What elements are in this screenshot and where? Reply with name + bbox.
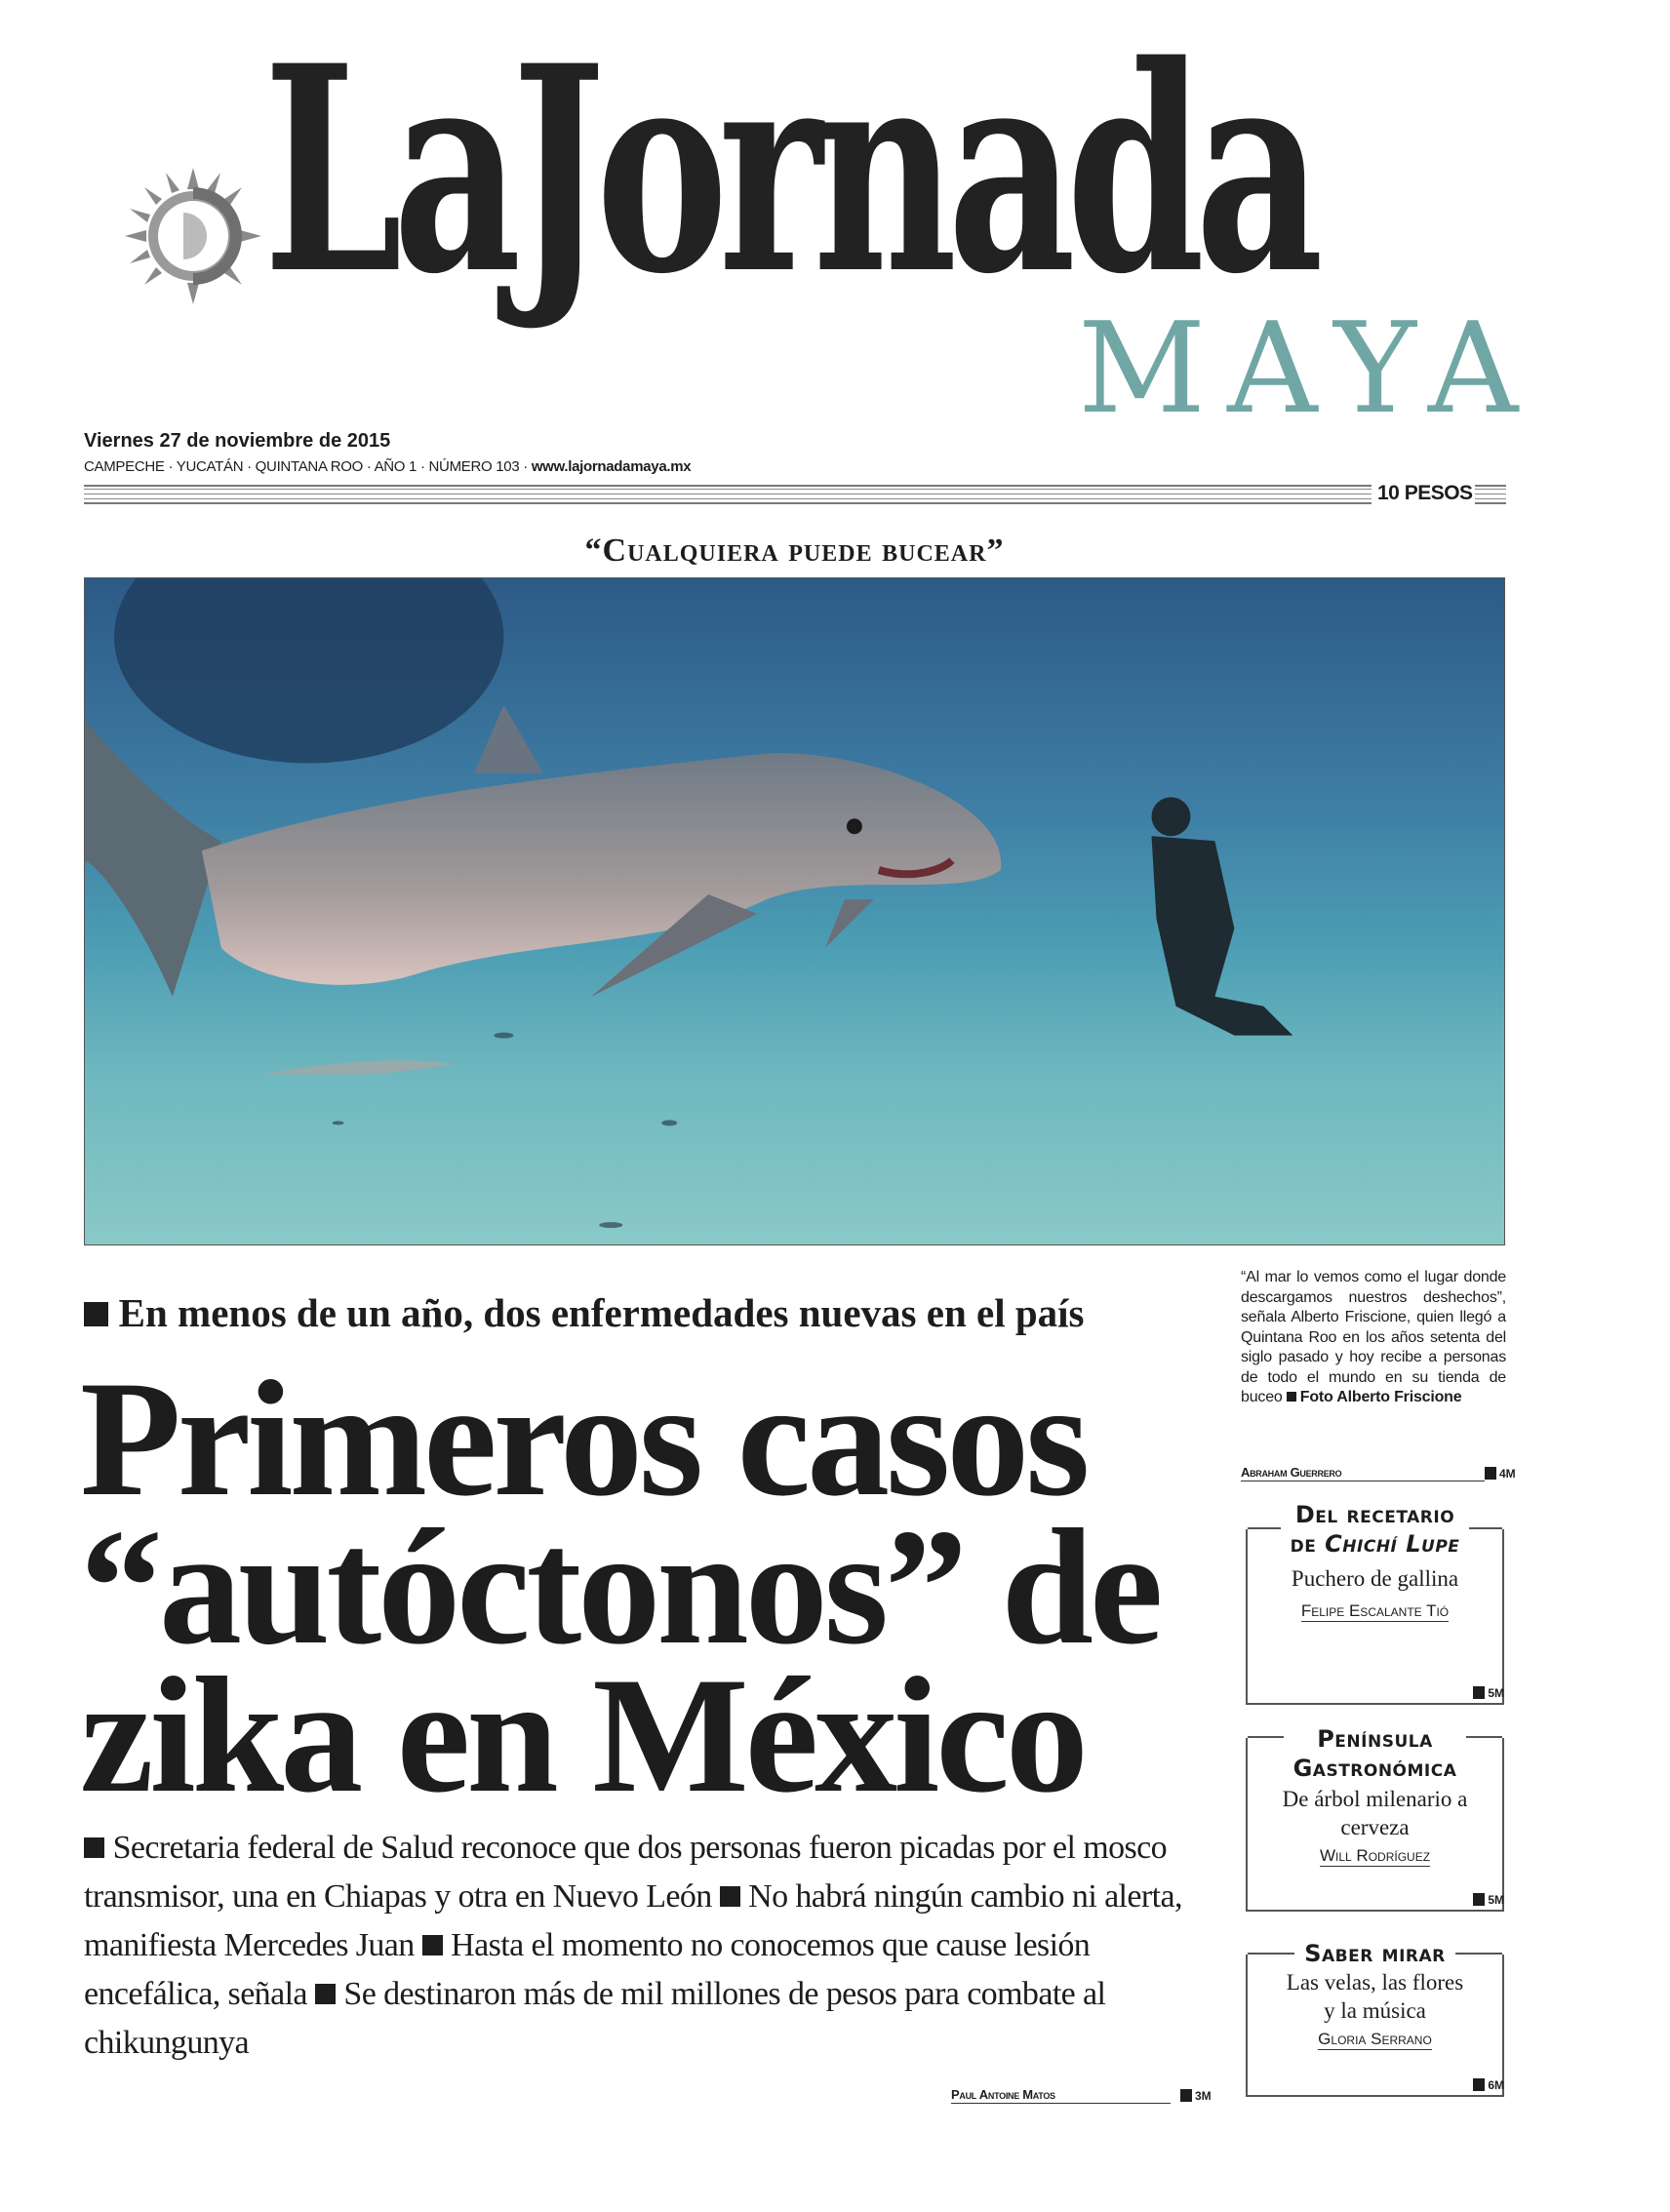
box-page-ref bbox=[1473, 1893, 1504, 1908]
section-line-2: Gastronómica bbox=[1292, 1755, 1457, 1782]
photo-kicker: “Cualquiera puede bucear” bbox=[584, 533, 1005, 569]
headline-line-1[interactable]: Primeros casos bbox=[80, 1347, 1087, 1530]
box-page-ref bbox=[1473, 2078, 1504, 2093]
box-section-title bbox=[1281, 1500, 1470, 1559]
page-marker-icon bbox=[1473, 2078, 1485, 2091]
photo-byline: Abraham Guerrero bbox=[1241, 1465, 1485, 1481]
page-marker-icon bbox=[1180, 2089, 1192, 2102]
page-marker-icon bbox=[1485, 1467, 1496, 1480]
box-author: Will Rodríguez bbox=[1319, 1846, 1431, 1865]
masthead-logo: LaJornada bbox=[263, 5, 1315, 336]
headline-line-2[interactable]: “autóctonos” de bbox=[80, 1495, 1160, 1679]
box-section-title: Saber mirar bbox=[1294, 1939, 1455, 1968]
edition-date: Viernes 27 de noviembre de 2015 bbox=[84, 430, 391, 452]
page-number: 5M bbox=[1488, 1686, 1504, 1700]
lead-summary bbox=[84, 1824, 1230, 2068]
price-label: 10 PESOS bbox=[1377, 482, 1473, 504]
bullet-square-icon bbox=[422, 1935, 443, 1955]
bullet-square-icon bbox=[720, 1886, 740, 1907]
section-line-1: Del recetario bbox=[1294, 1501, 1455, 1528]
page-marker-icon bbox=[1473, 1893, 1485, 1906]
website-link[interactable]: www.lajornadamaya.mx bbox=[531, 458, 692, 475]
photo-page-ref[interactable] bbox=[1485, 1467, 1516, 1481]
bullet-square-icon bbox=[84, 1302, 108, 1326]
box-author: Felipe Escalante Tió bbox=[1300, 1601, 1450, 1620]
summary-point: Hasta el momento no conocemos que cause lesión encefálica, señala bbox=[84, 1927, 1091, 2012]
lead-byline: Paul Antoine Matos bbox=[951, 2087, 1171, 2104]
caption-text: “Al mar lo vemos como el lugar donde descargamos nuestros deshechos”, señala Alberto Friscione, quien llegó a Quintana Roo en los años setenta del siglo pasado y hoy recibe a personas de todo el mundo en su tienda de buceo bbox=[1241, 1269, 1506, 1405]
edition-meta bbox=[84, 458, 691, 476]
masthead-rule-right bbox=[1475, 485, 1506, 504]
edition-info: CAMPECHE · YUCATÁN · QUINTANA ROO · AÑO 1 · NÚMERO 103 · bbox=[84, 458, 532, 475]
headline-line-3[interactable]: zika en México bbox=[80, 1643, 1085, 1827]
bullet-square-icon bbox=[315, 1984, 336, 2004]
masthead-subtitle: MAYA bbox=[1078, 296, 1540, 442]
box-section-title bbox=[1284, 1724, 1467, 1783]
page-number: 3M bbox=[1195, 2089, 1212, 2103]
bullet-square-icon bbox=[84, 1837, 104, 1858]
lead-page-ref[interactable] bbox=[1180, 2089, 1212, 2104]
shark-diver-photo[interactable] bbox=[84, 577, 1505, 1245]
teaser-box-saber-mirar[interactable] bbox=[1246, 1940, 1504, 2097]
section-line-2a: de bbox=[1290, 1530, 1326, 1558]
summary-point: Secretaria federal de Salud reconoce que dos personas fueron picadas por el mosco transmisor, una en Chiapas y otra en Nuevo León bbox=[84, 1830, 1168, 1915]
bullet-square-icon bbox=[1287, 1392, 1296, 1402]
masthead-rule bbox=[84, 485, 1372, 504]
lead-subhead bbox=[84, 1289, 1084, 1336]
box-page-ref bbox=[1473, 1686, 1504, 1701]
teaser-box-recetario[interactable] bbox=[1246, 1501, 1504, 1705]
summary-point: Se destinaron más de mil millones de pesos para combate al chikungunya bbox=[84, 1976, 1106, 2061]
sun-logo-icon bbox=[125, 168, 261, 304]
page-marker-icon bbox=[1473, 1686, 1485, 1699]
box-article-title: Puchero de gallina bbox=[1291, 1566, 1459, 1591]
section-line-1: Península bbox=[1317, 1725, 1433, 1753]
box-article-title: De árbol milenario a cerveza bbox=[1282, 1787, 1468, 1839]
summary-point: No habrá ningún cambio ni alerta, manifiesta Mercedes Juan bbox=[84, 1878, 1182, 1963]
page-number: 5M bbox=[1488, 1893, 1504, 1907]
photo-credit: Foto Alberto Friscione bbox=[1299, 1389, 1462, 1405]
box-article-title: Las velas, las flores y la música bbox=[1286, 1970, 1464, 2023]
photo-caption bbox=[1241, 1268, 1506, 1408]
section-line-2b: Chichí Lupe bbox=[1325, 1530, 1460, 1558]
box-author: Gloria Serrano bbox=[1318, 2030, 1432, 2048]
page-number: 6M bbox=[1488, 2078, 1504, 2092]
page-number: 4M bbox=[1499, 1467, 1516, 1481]
teaser-box-peninsula[interactable] bbox=[1246, 1725, 1504, 1912]
subhead-text: En menos de un año, dos enfermedades nuevas en el país bbox=[118, 1290, 1085, 1335]
